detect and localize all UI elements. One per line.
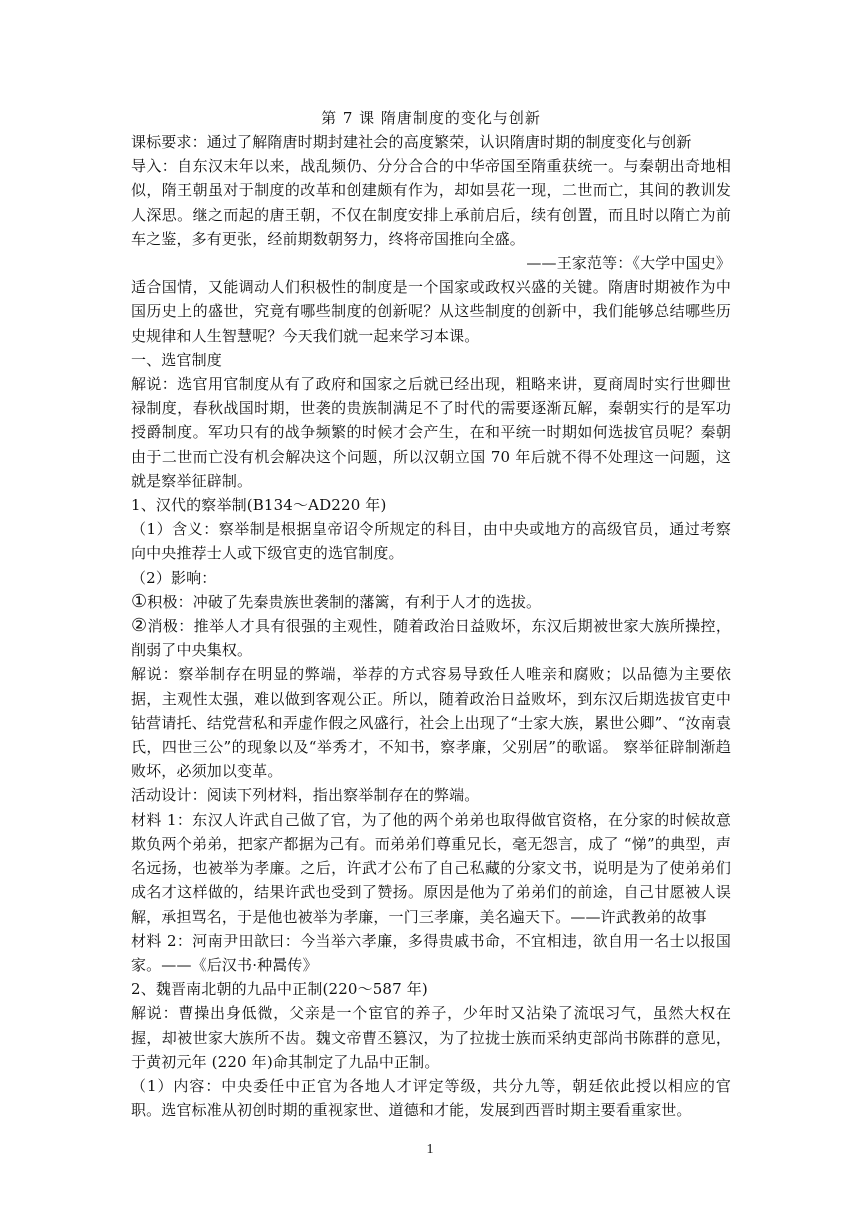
explanation-paragraph-3: 解说：曹操出身低微，父亲是一个宦官的养子，少年时又沾染了流氓习气，虽然大权在握，却被世家大族所不齿。魏文帝曹丕篡汉，为了拉拢士族而采纳吏部尚书陈群的意见，于黄初元年 (220 年)命其制定了九品中正制。	[131, 1004, 731, 1071]
curriculum-requirement: 课标要求：通过了解隋唐时期封建社会的高度繁荣，认识隋唐时期的制度变化与创新	[131, 133, 692, 151]
page-number: 1	[426, 1142, 434, 1157]
explanation-paragraph-1: 解说：选官用官制度从有了政府和国家之后就已经出现，粗略来讲，夏商周时实行世卿世禄制度，春秋战国时期，世袭的贵族制满足不了时代的需要逐渐瓦解，秦朝实行的是军功授爵制度。军功只有的战争频繁的时候才会产生，在和平统一时期如何选拔官员呢？秦朝由于二世而亡没有机会解决这个问题，所以汉朝立国 70 年后就不得不处理这一问题，这就是察举征辟制。	[131, 375, 731, 490]
explanation-paragraph-2: 解说：察举制存在明显的弊端，举荐的方式容易导致任人唯亲和腐败；以品德为主要依据，主观性太强，难以做到客观公正。所以，随着政治日益败坏，到东汉后期选拔官吏中钻营请托、结党营私和弄虚作假之风盛行，社会上出现了“士家大族，累世公卿”、“汝南袁氏，四世三公”的现象以及“举秀才，不知书，察孝廉，父别居”的歌谣。 察举征辟制渐趋败坏，必须加以变革。	[131, 665, 731, 781]
definition-paragraph: （1）含义：察举制是根据皇帝诏令所规定的科目，由中央或地方的高级官员，通过考察向中央推荐士人或下级官吏的选官制度。	[131, 520, 731, 563]
document-body	[131, 106, 731, 1122]
circled-number-1: ①	[131, 590, 148, 612]
impact-label: （2）影响：	[131, 568, 217, 587]
section-heading-official-selection: 一、选官制度	[131, 350, 222, 369]
lesson-title: 第 7 课 隋唐制度的变化与创新	[321, 109, 541, 127]
negative-impact-item	[131, 614, 731, 662]
introduction-paragraph: 导入：自东汉末年以来，战乱频仍、分分合合的中华帝国至隋重获统一。与秦朝出奇地相似，隋王朝虽对于制度的改革和创建颇有作为，却如昙花一现，二世而亡，其间的教训发人深思。继之而起的唐王朝，不仅在制度安排上承前启后，续有创置，而且时以隋亡为前车之鉴，多有更张，经前期数朝努力，终将帝国推向全盛。	[131, 157, 731, 248]
subheading-nine-rank-system: 2、魏晋南北朝的九品中正制(220～587 年)	[131, 980, 428, 999]
positive-impact-item	[131, 590, 731, 614]
negative-impact-text: 消极：推举人才具有很强的主观性，随着政治日益败坏，东汉后期被世家大族所操控，削弱了中央集权。	[131, 617, 731, 660]
positive-impact-text: 积极：冲破了先秦贵族世袭制的藩篱，有利于人才的选拔。	[147, 592, 542, 611]
material-1-paragraph: 材料 1：东汉人许武自己做了官，为了他的两个弟弟也取得做官资格，在分家的时候故意欺负两个弟弟，把家产都据为己有。而弟弟们尊重兄长，毫无怨言，成了 “悌”的典型，声名远扬，也被举为孝廉。之后，许武才公布了自己私藏的分家文书，说明是为了使弟弟们成名才这样做的，结果许武也受到了赞扬。原因是他为了弟弟们的前途，自己甘愿被人误解，承担骂名，于是他也被举为孝廉，一门三孝廉，美名遍天下。——许武教弟的故事	[131, 810, 731, 926]
circled-number-2: ②	[131, 615, 148, 637]
material-2-paragraph: 材料 2：河南尹田歆曰：今当举六孝廉，多得贵戚书命，不宜相违，欲自用一名士以报国家。——《后汉书·种暠传》	[131, 931, 731, 974]
intro-continuation-paragraph: 适合国情，又能调动人们积极性的制度是一个国家或政权兴盛的关键。隋唐时期被作为中国历史上的盛世，究竟有哪些制度的创新呢？从这些制度的创新中，我们能够总结哪些历史规律和人生智慧呢？今天我们就一起来学习本课。	[131, 278, 731, 345]
subheading-han-recommendation-system: 1、汉代的察举制(B134～AD220 年)	[131, 496, 387, 515]
content-paragraph: （1）内容：中央委任中正官为各地人才评定等级，共分九等，朝廷依此授以相应的官职。选官标准从初创时期的重视家世、道德和才能，发展到西晋时期主要看重家世。	[131, 1076, 731, 1120]
activity-design: 活动设计：阅读下列材料，指出察举制存在的弊端。	[131, 786, 480, 805]
quote-source: ——王家范等：《大学中国史》	[526, 254, 731, 273]
